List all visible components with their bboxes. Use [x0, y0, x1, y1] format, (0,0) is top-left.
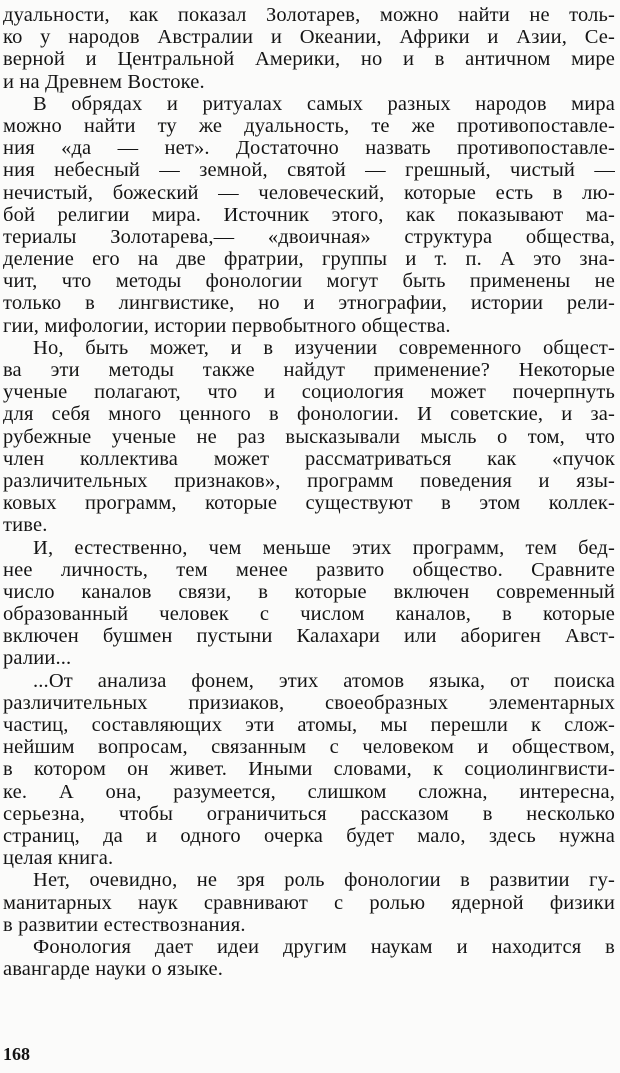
- text-line: в котором он живет. Иными словами, к социолингвисти-: [3, 758, 615, 781]
- text-line: териалы Золотарева,— «двоичная» структура общества,: [3, 225, 615, 248]
- text-line: ния «да — нет». Достаточно назвать противопоставле-: [3, 137, 615, 160]
- text-line: число каналов связи, в которые включен современный: [3, 580, 615, 603]
- text-line: Нет, очевидно, не зря роль фонологии в развитии гу-: [33, 869, 615, 892]
- text-line: различительных призиаков, своеобразных элементарных: [3, 691, 615, 714]
- text-line: рубежные ученые не раз высказывали мысль о том, что: [3, 425, 615, 448]
- text-line: ва эти методы также найдут применение? Некоторые: [3, 359, 615, 381]
- text-line: чит, что методы фонологии могут быть применены не: [3, 270, 615, 293]
- text-line: ...От анализа фонем, этих атомов языка, от поиска: [33, 669, 615, 692]
- text-line: образованный человек с числом каналов, в которые: [3, 603, 615, 626]
- text-line: ковых программ, которые существуют в этом коллек-: [3, 492, 615, 515]
- text-line: в развитии естествознания.: [3, 913, 246, 936]
- text-line: Но, быть может, и в изучении современного общест-: [33, 336, 615, 359]
- text-line: дуальности, как показал Золотарев, можно найти не толь-: [3, 4, 615, 26]
- text-line: нейшим вопросам, связанным с человеком и обществом,: [3, 736, 615, 759]
- text-line: для себя много ценного в фонологии. И советские, и за-: [3, 403, 615, 426]
- text-line: член коллектива может рассматриваться как «пучок: [3, 447, 615, 470]
- text-line: только в лингвистике, но и этнографии, истории рели-: [3, 292, 615, 315]
- text-line: страниц, да и одного очерка будет мало, здесь нужна: [3, 824, 615, 847]
- text-line: целая книга.: [3, 847, 114, 870]
- text-line: тиве.: [3, 514, 48, 537]
- text-line: включен бушмен пустыни Калахари или абориген Авст-: [3, 625, 615, 648]
- text-line: В обрядах и ритуалах самых разных народов мира: [33, 92, 615, 115]
- text-line: И, естественно, чем меньше этих программ, тем бед-: [33, 536, 615, 559]
- text-line: серьезна, чтобы ограничиться рассказом в несколько: [3, 802, 615, 825]
- text-line: манитарных наук сравнивают с ролью ядерной физики: [3, 891, 615, 914]
- text-line: бой религии мира. Источник этого, как показывают ма-: [3, 203, 615, 226]
- text-line: гии, мифологии, истории первобытного общества.: [3, 314, 451, 337]
- text-line: можно найти ту же дуальность, те же противопоставле-: [3, 114, 615, 137]
- text-line: Фонология дает идеи другим наукам и находится в: [33, 935, 615, 958]
- text-line: и на Древнем Востоке.: [3, 70, 205, 93]
- text-line: ко у народов Австралии и Океании, Африки и Азии, Се-: [3, 26, 615, 49]
- text-line: верной и Центральной Америки, но и в античном мире: [3, 48, 615, 71]
- text-line: ния небесный — земной, святой — грешный, чистый —: [3, 159, 615, 182]
- text-line: частиц, составляющих эти атомы, мы перешли к слож-: [3, 714, 615, 736]
- text-line: деление его на две фратрии, группы и т. п. А это зна-: [3, 248, 615, 271]
- page-number: 168: [3, 1044, 30, 1064]
- text-line: нечистый, божеский — человеческий, которые есть в лю-: [3, 181, 615, 204]
- text-line: различительных признаков», программ поведения и язы-: [3, 469, 615, 492]
- text-line: авангарде науки о языке.: [3, 958, 224, 981]
- body-text: [3, 4, 615, 980]
- text-line: ученые полагают, что и социология может почерпнуть: [3, 381, 615, 404]
- text-line: ралии...: [3, 647, 72, 670]
- text-line: нее личность, тем менее развито общество. Сравните: [3, 558, 615, 581]
- text-line: ке. А она, разумеется, слишком сложна, интересна,: [3, 780, 615, 803]
